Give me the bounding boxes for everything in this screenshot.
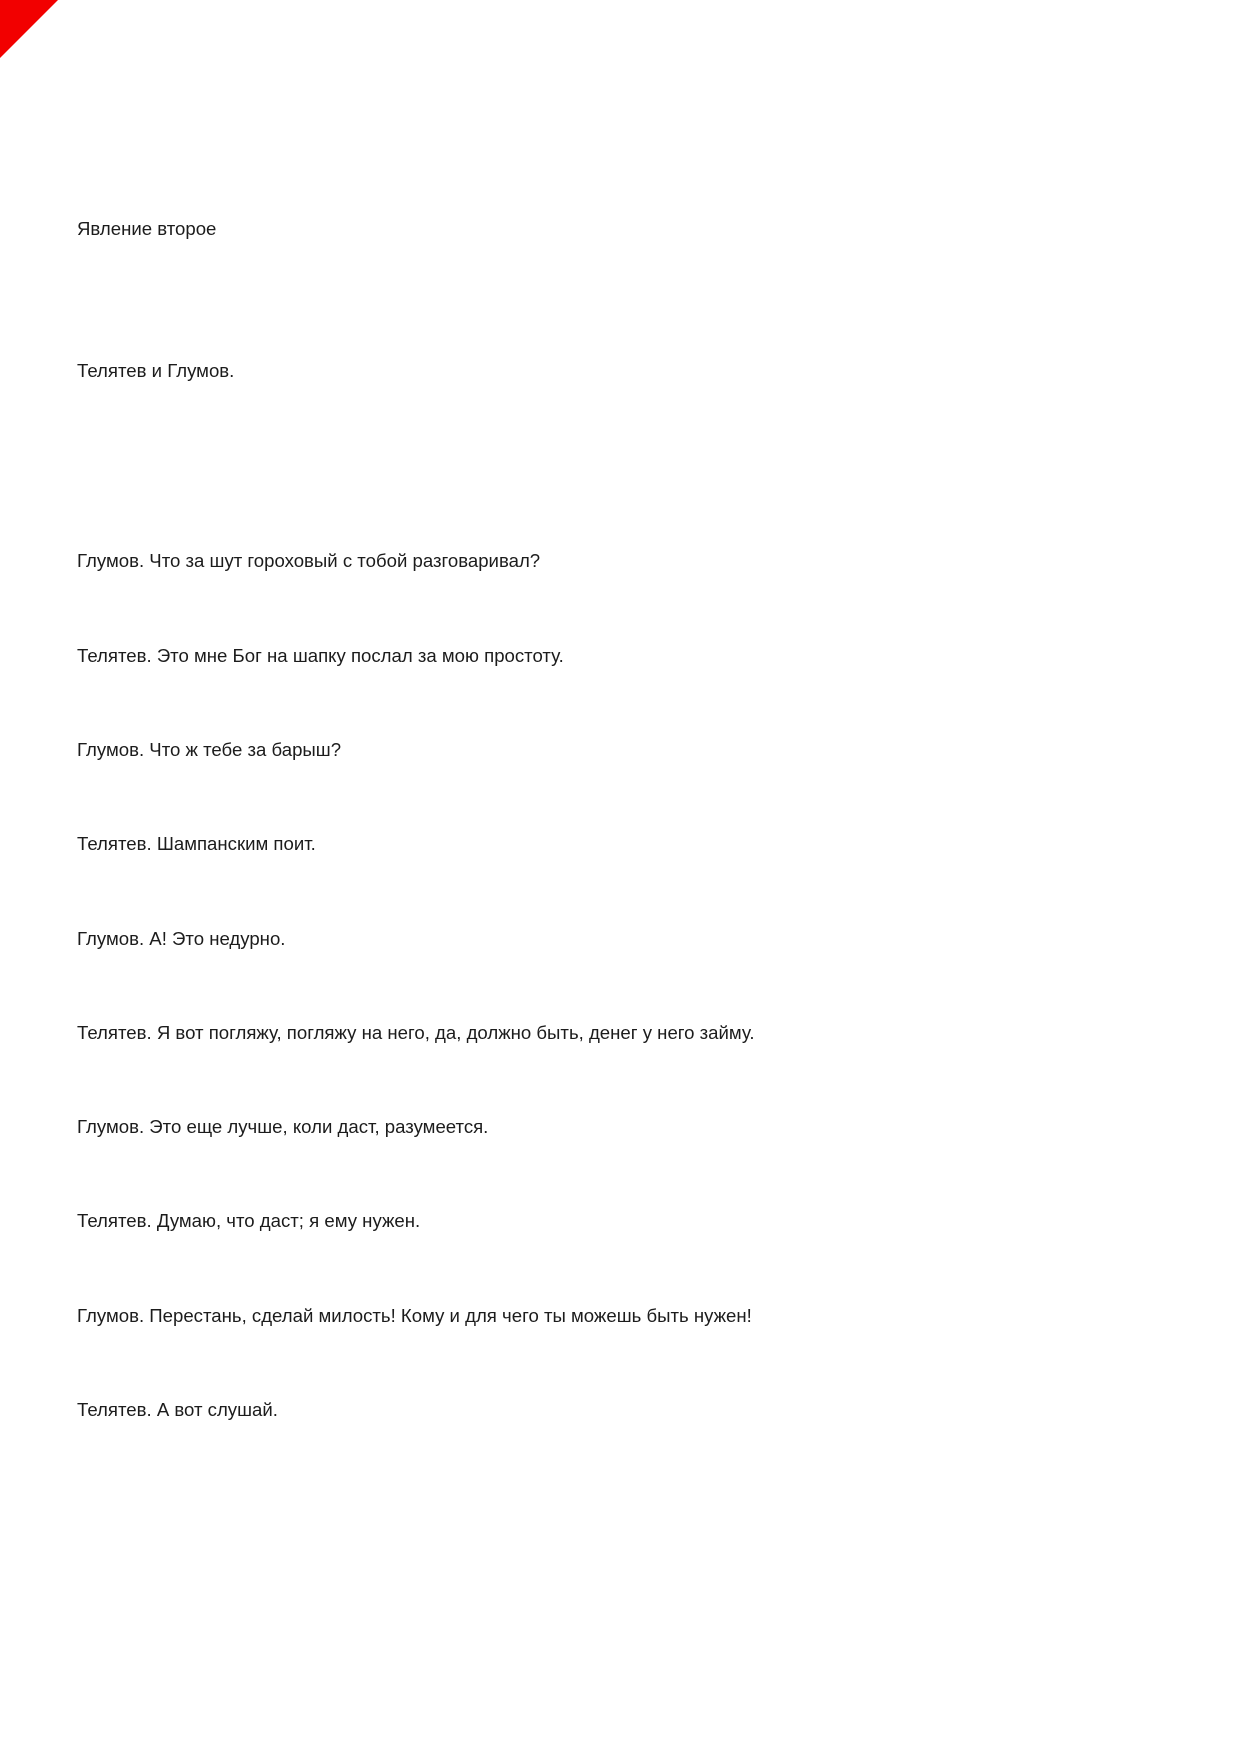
- dialog-line: Глумов. Что за шут гороховый с тобой разговаривал?: [77, 550, 541, 571]
- dialog-line: Телятев. Думаю, что даст; я ему нужен.: [77, 1210, 421, 1231]
- red-triangle-shape: [0, 0, 58, 58]
- dialog-line: Телятев. Я вот погляжу, погляжу на него, да, должно быть, денег у него займу.: [77, 1022, 755, 1043]
- dialog-line: Глумов. Что ж тебе за барыш?: [77, 739, 342, 760]
- dialog-line: Глумов. А! Это недурно.: [77, 928, 286, 949]
- red-corner-triangle-marker: [0, 0, 58, 58]
- dialog-line: Глумов. Перестань, сделай милость! Кому и для чего ты можешь быть нужен!: [77, 1305, 752, 1326]
- dialog-line: Телятев. Шампанским поит.: [77, 833, 316, 854]
- characters-line: Телятев и Глумов.: [77, 360, 235, 381]
- dialog-line: Телятев. А вот слушай.: [77, 1399, 278, 1420]
- scene-heading: Явление второе: [77, 218, 217, 239]
- dialog-line: Телятев. Это мне Бог на шапку послал за мою простоту.: [77, 645, 564, 666]
- dialog-line: Глумов. Это еще лучше, коли даст, разумеется.: [77, 1116, 489, 1137]
